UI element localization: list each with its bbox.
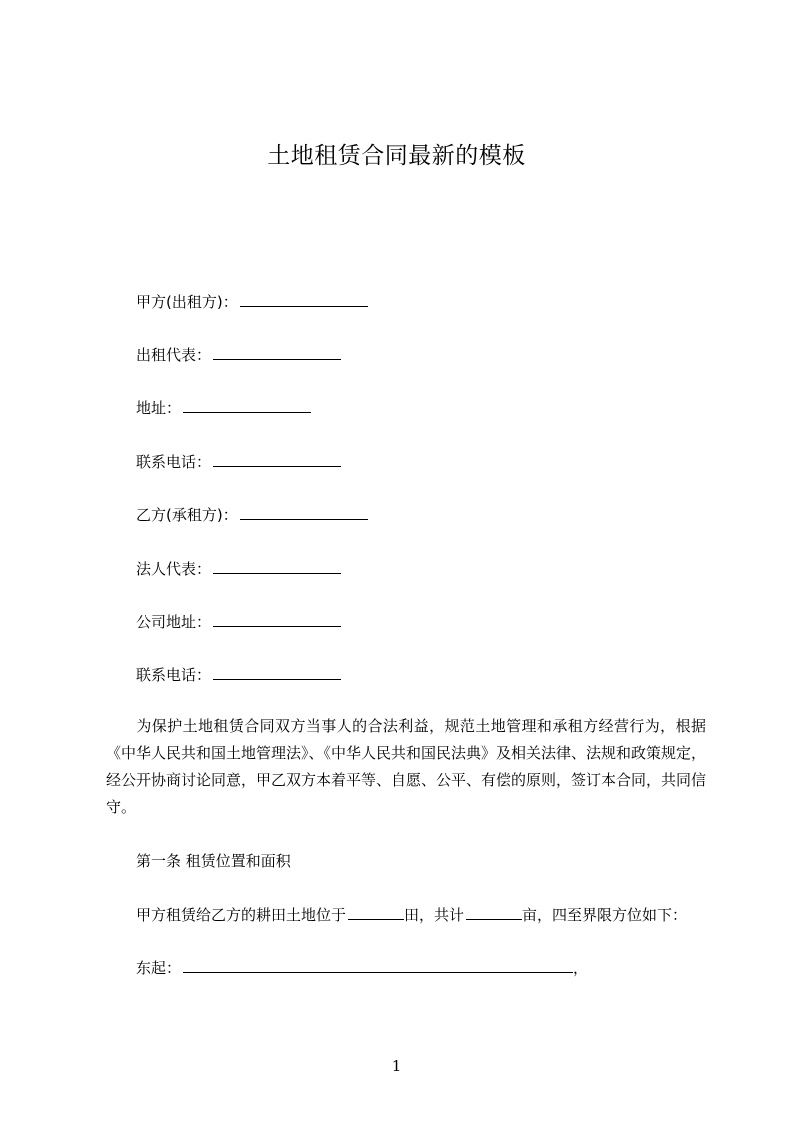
page-number: 1 xyxy=(391,1057,402,1075)
lessor-rep-blank[interactable] xyxy=(213,345,341,360)
location-mid: 田，共计 xyxy=(404,906,465,924)
company-address-blank[interactable] xyxy=(213,612,341,627)
phone-label-1: 联系电话： xyxy=(136,453,212,471)
legal-rep-field xyxy=(136,559,341,579)
location-suffix: 亩，四至界限方位如下： xyxy=(522,906,688,924)
phone-label-2: 联系电话： xyxy=(136,666,212,684)
east-boundary-field xyxy=(136,958,588,978)
lessor-label: 甲方(出租方)： xyxy=(136,293,238,311)
phone-field-2 xyxy=(136,665,341,685)
lessor-rep-label: 出租代表： xyxy=(136,346,212,364)
phone-field-1 xyxy=(136,452,341,472)
lessor-field xyxy=(136,292,368,312)
lessee-label: 乙方(承租方)： xyxy=(136,506,238,524)
article-1-heading: 第一条 租赁位置和面积 xyxy=(136,852,291,870)
location-prefix: 甲方租赁给乙方的耕田土地位于 xyxy=(136,906,347,924)
lessee-blank[interactable] xyxy=(240,505,368,520)
lessee-field xyxy=(136,505,368,525)
legal-rep-blank[interactable] xyxy=(213,559,341,574)
east-label: 东起： xyxy=(136,959,182,977)
preamble-paragraph xyxy=(106,713,706,821)
company-address-field xyxy=(136,612,341,632)
east-suffix: ， xyxy=(573,959,589,977)
legal-rep-label: 法人代表： xyxy=(136,560,212,578)
article-1-location xyxy=(136,905,687,925)
preamble-text: 为保护土地租赁合同双方当事人的合法利益，规范土地管理和承租方经营行为，根据《中华人民共和国土地管理法》、《中华人民共和国民法典》及相关法律、法规和政策规定，经公开协商讨论同意，甲乙双方本着平等、自愿、公平、有偿的原则，签订本合同，共同信守。 xyxy=(106,717,707,816)
company-address-label: 公司地址： xyxy=(136,613,212,631)
page-title: 土地租赁合同最新的模板 xyxy=(267,143,526,169)
phone-blank-1[interactable] xyxy=(213,452,341,467)
address-label: 地址： xyxy=(136,399,182,417)
location-blank-2[interactable] xyxy=(466,905,522,920)
address-blank[interactable] xyxy=(183,398,311,413)
location-blank-1[interactable] xyxy=(348,905,404,920)
east-blank[interactable] xyxy=(183,958,573,973)
lessor-rep-field xyxy=(136,345,341,365)
lessor-blank[interactable] xyxy=(240,292,368,307)
address-field xyxy=(136,398,311,418)
phone-blank-2[interactable] xyxy=(213,665,341,680)
